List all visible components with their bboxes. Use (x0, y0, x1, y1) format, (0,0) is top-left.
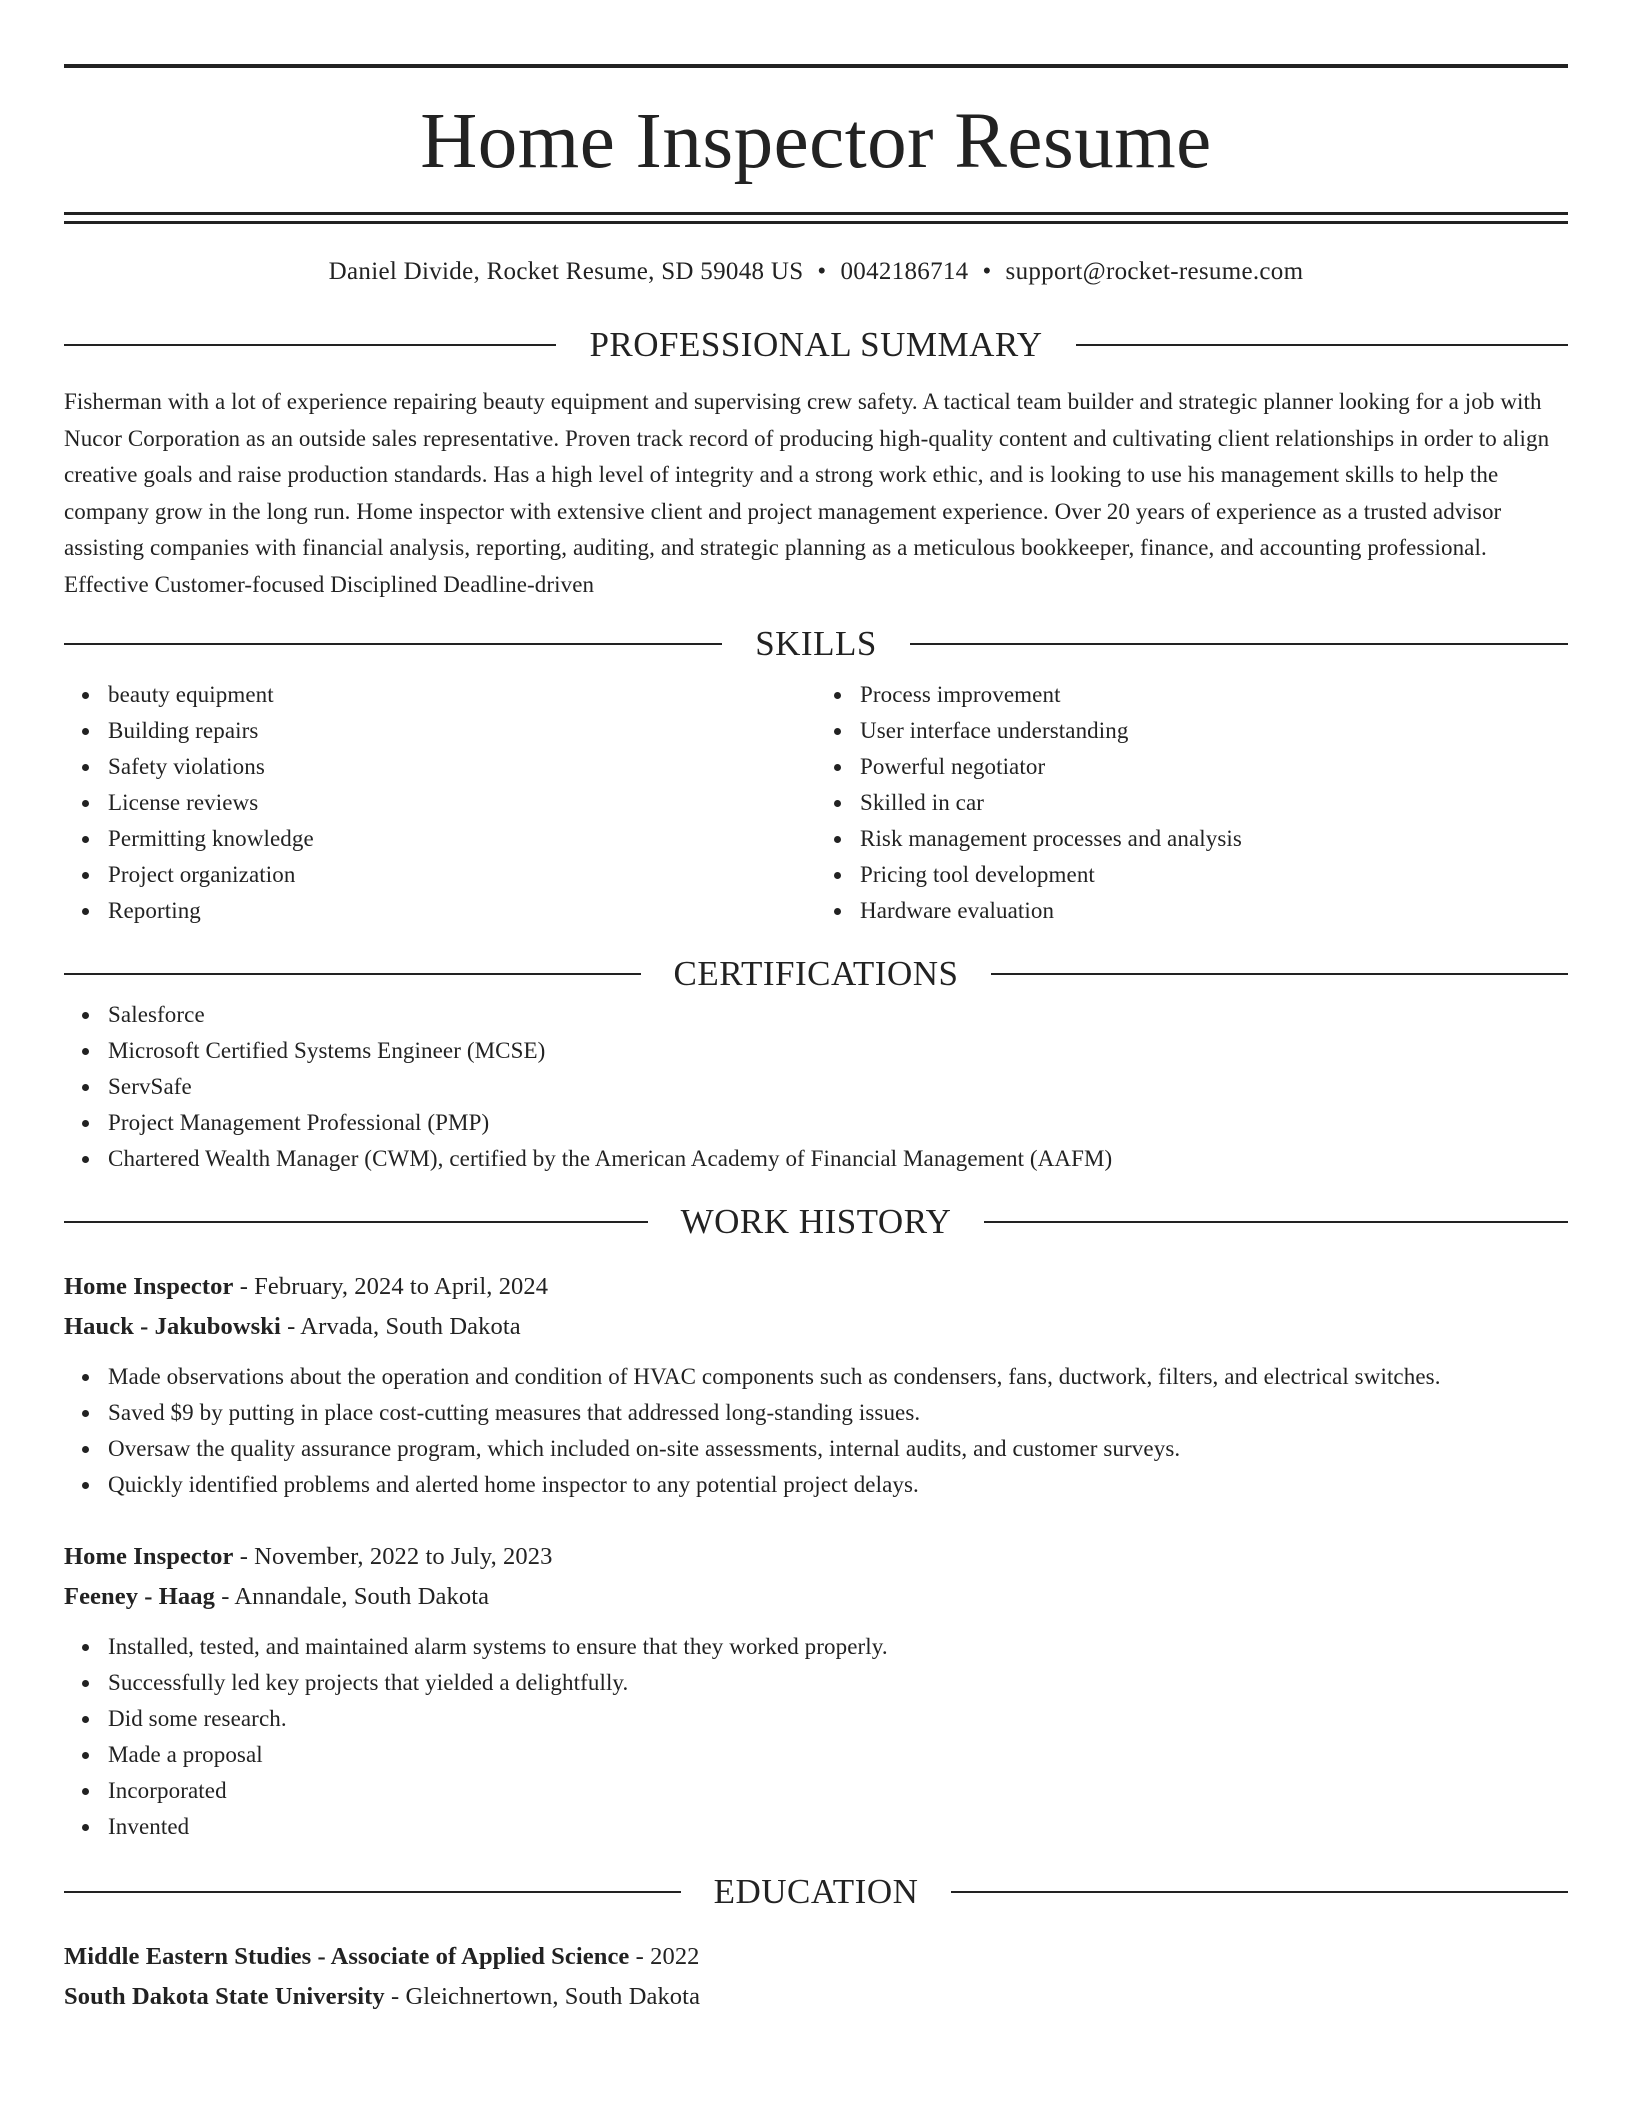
skill-item: Project organization (64, 857, 816, 893)
skill-item: Process improvement (816, 677, 1568, 713)
section-heading-summary (64, 322, 1568, 368)
job-bullet: Oversaw the quality assurance program, which included on-site assessments, internal audits, and customer surveys. (64, 1431, 1568, 1467)
contact-phone: 0042186714 (840, 258, 969, 285)
job-employer: Hauck - Jakubowski (64, 1313, 281, 1340)
job-location: - Arvada, South Dakota (280, 1313, 521, 1340)
contact-email: support@rocket-resume.com (1005, 258, 1304, 285)
section-heading-work-history (64, 1199, 1568, 1245)
education-degree-line (64, 1937, 1568, 1977)
section-title-skills: SKILLS (755, 624, 877, 663)
section-heading-certifications (64, 951, 1568, 997)
skill-item: Hardware evaluation (816, 893, 1568, 929)
skill-item: Safety violations (64, 749, 816, 785)
header-double-rule (64, 212, 1568, 224)
certification-item: Project Management Professional (PMP) (64, 1105, 1568, 1141)
skill-item: License reviews (64, 785, 816, 821)
job-bullets (64, 1359, 1568, 1503)
job-bullet: Incorporated (64, 1773, 1568, 1809)
skill-item: beauty equipment (64, 677, 816, 713)
skill-item: Pricing tool development (816, 857, 1568, 893)
section-title-education: EDUCATION (713, 1872, 919, 1911)
contact-separator: • (817, 258, 827, 285)
job-title-line (64, 1267, 1568, 1307)
section-heading-education (64, 1869, 1568, 1915)
job-bullet: Made observations about the operation and condition of HVAC components such as condensers, fans, ductwork, filters, and electrical switches. (64, 1359, 1568, 1395)
section-heading-skills (64, 621, 1568, 667)
education-degree: Middle Eastern Studies - Associate of Applied Science (64, 1943, 630, 1970)
skills-grid (64, 677, 1568, 929)
heading-rule-right (991, 973, 1568, 975)
header-top-rule (64, 64, 1568, 68)
resume-title: Home Inspector Resume (420, 98, 1212, 185)
skill-item: Building repairs (64, 713, 816, 749)
education-year: - 2022 (629, 1943, 700, 1970)
heading-rule-left (64, 1221, 648, 1223)
heading-rule-left (64, 344, 556, 346)
job-bullet: Quickly identified problems and alerted home inspector to any potential project delays. (64, 1467, 1568, 1503)
job-title: Home Inspector (64, 1273, 234, 1300)
job-bullet: Invented (64, 1809, 1568, 1845)
certification-item: Chartered Wealth Manager (CWM), certified by the American Academy of Financial Management (AAFM) (64, 1141, 1568, 1177)
skill-item: Reporting (64, 893, 816, 929)
education-location: - Gleichnertown, South Dakota (384, 1983, 701, 2010)
skill-item: Permitting knowledge (64, 821, 816, 857)
job-bullets (64, 1629, 1568, 1845)
job-entry (64, 1537, 1568, 1845)
job-employer-line (64, 1307, 1568, 1347)
job-dates: - February, 2024 to April, 2024 (233, 1273, 549, 1300)
skill-item: User interface understanding (816, 713, 1568, 749)
skills-list-right (816, 677, 1568, 929)
heading-rule-right (910, 643, 1568, 645)
heading-rule-left (64, 973, 641, 975)
section-title-summary: PROFESSIONAL SUMMARY (589, 325, 1043, 364)
education-school: South Dakota State University (64, 1983, 385, 2010)
job-entry (64, 1267, 1568, 1503)
job-bullet: Saved $9 by putting in place cost-cutting measures that addressed long-standing issues. (64, 1395, 1568, 1431)
summary-text: Fisherman with a lot of experience repairing beauty equipment and supervising crew safety. A tactical team builder and strategic planner looking for a job with Nucor Corporation as an outside sales representative. Proven track record of producing high-quality content and cultivating client relationships in order to align creative goals and raise production standards. Has a high level of integrity and a strong work ethic, and is looking to use his management skills to help the company grow in the long run. Home inspector with extensive client and project management experience. Over 20 years of experience as a trusted advisor assisting companies with financial analysis, reporting, auditing, and strategic planning as a meticulous bookkeeper, finance, and accounting professional. Effective Customer-focused Disciplined Deadline-driven (64, 389, 1550, 597)
section-title-work-history: WORK HISTORY (680, 1202, 952, 1241)
job-title: Home Inspector (64, 1543, 234, 1570)
heading-rule-left (64, 1891, 681, 1893)
heading-rule-right (1076, 344, 1568, 346)
certification-item: Microsoft Certified Systems Engineer (MCSE) (64, 1033, 1568, 1069)
job-employer-line (64, 1577, 1568, 1617)
skill-item: Powerful negotiator (816, 749, 1568, 785)
job-bullet: Did some research. (64, 1701, 1568, 1737)
skill-item: Skilled in car (816, 785, 1568, 821)
heading-rule-right (951, 1891, 1568, 1893)
contact-separator: • (982, 258, 992, 285)
job-bullet: Made a proposal (64, 1737, 1568, 1773)
section-title-certifications: CERTIFICATIONS (673, 954, 959, 993)
skill-item: Risk management processes and analysis (816, 821, 1568, 857)
contact-address: Daniel Divide, Rocket Resume, SD 59048 US (328, 258, 804, 285)
certifications-list (64, 997, 1568, 1177)
job-dates: - November, 2022 to July, 2023 (233, 1543, 553, 1570)
heading-rule-right (984, 1221, 1568, 1223)
job-location: - Annandale, South Dakota (214, 1583, 490, 1610)
certification-item: Salesforce (64, 997, 1568, 1033)
job-title-line (64, 1537, 1568, 1577)
skills-list-left (64, 677, 816, 929)
job-employer: Feeney - Haag (64, 1583, 215, 1610)
job-bullet: Installed, tested, and maintained alarm systems to ensure that they worked properly. (64, 1629, 1568, 1665)
education-school-line (64, 1977, 1568, 2017)
certification-item: ServSafe (64, 1069, 1568, 1105)
contact-line (64, 258, 1568, 294)
education-entry (64, 1937, 1568, 2017)
heading-rule-left (64, 643, 722, 645)
job-bullet: Successfully led key projects that yielded a delightfully. (64, 1665, 1568, 1701)
